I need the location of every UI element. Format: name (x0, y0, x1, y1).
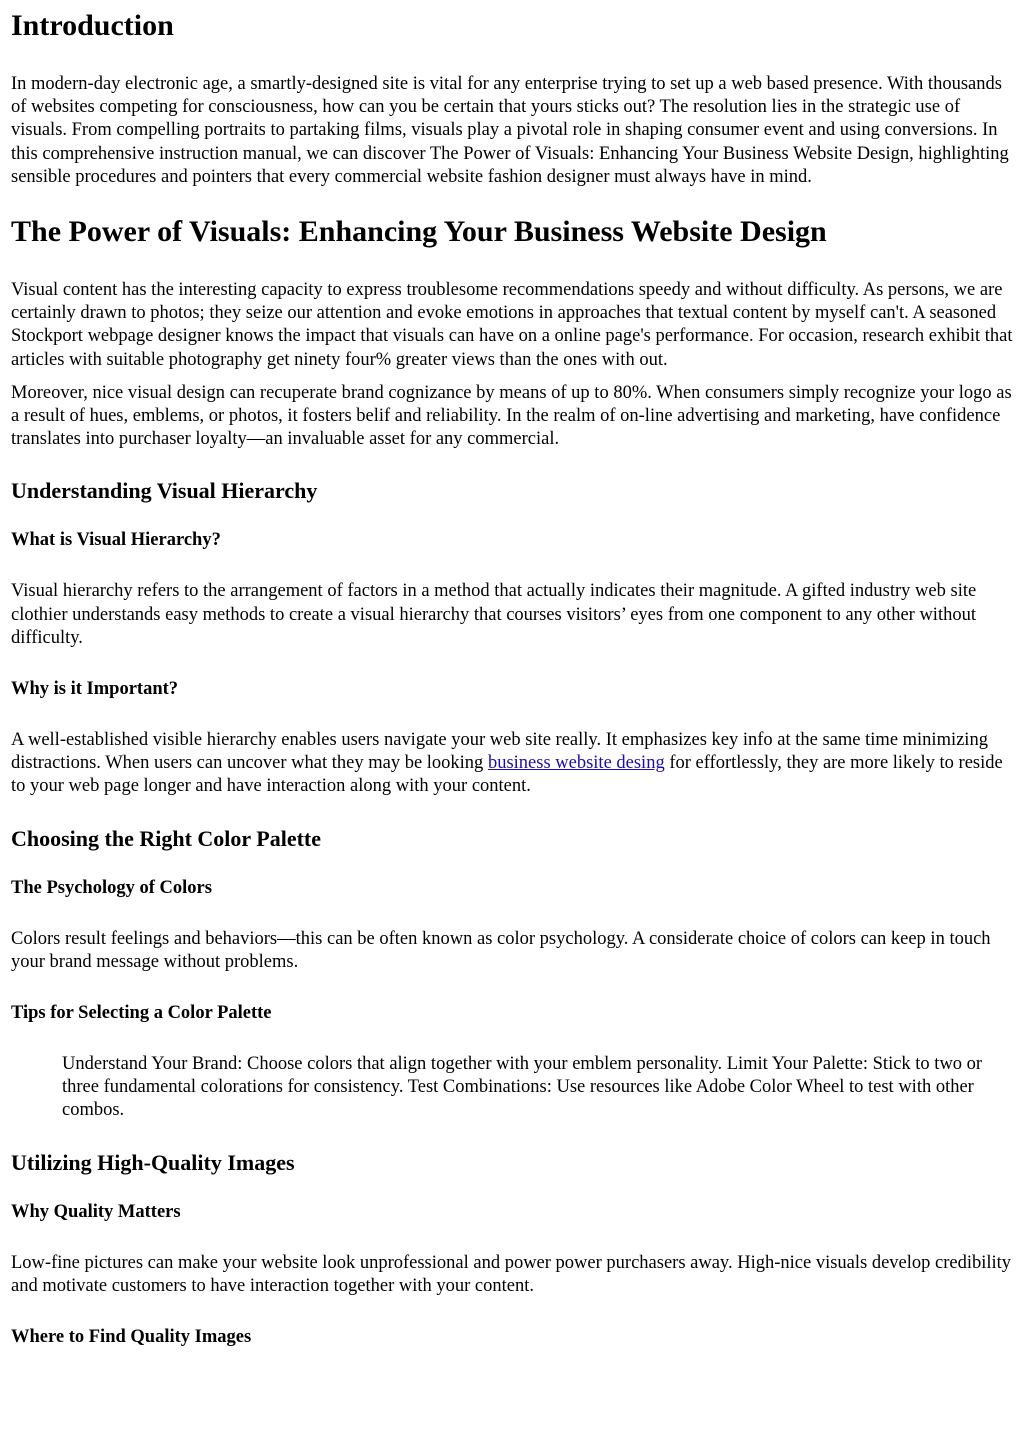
why-important-heading: Why is it Important? (11, 679, 179, 700)
images-heading: Utilizing High-Quality Images (11, 1149, 295, 1175)
power-paragraph-1: Visual content has the interesting capacity to express troublesome recommendations speedy and without difficulty. As persons, we are certainly drawn to photos; they seize our attention and evoke emotions in approaches that textual content by myself can't. A seasoned Stockport webpage designer knows the impact that visuals can have on a online page's performance. For occasion, research exhibit that articles with suitable photography get ninety four% greater views than the ones with out. (11, 280, 1013, 370)
intro-heading: Introduction (11, 9, 174, 42)
psychology-paragraph: Colors result feelings and behaviors—this can be often known as color psychology. A considerate choice of colors can keep in touch your brand message without problems. (11, 928, 991, 972)
why-important-text-before: A well-established visible hierarchy enables users navigate your web site really. It emphasizes key info at the same time minimizing distractions. When users can uncover what they may be looking (11, 730, 988, 774)
what-hierarchy-paragraph: Visual hierarchy refers to the arrangement of factors in a method that actually indicates their magnitude. A gifted industry web site clothier understands easy methods to create a visual hierarchy that courses visitors’ eyes from one component to any other without difficulty. (11, 581, 977, 648)
why-important-paragraph (11, 729, 1014, 799)
power-paragraph-2: Moreover, nice visual design can recuperate brand cognizance by means of up to 80%. When consumers simply recognize your logo as a result of hues, emblems, or photos, it fosters belif and reliability. In the realm of on-line advertising and marketing, have confidence translates into purchaser loyalty—an invaluable asset for any commercial. (11, 382, 1012, 450)
tips-blockquote: Understand Your Brand: Choose colors that align together with your emblem personality. Limit Your Palette: Stick to two or three fundamental colorations for consistency. Test Combinations: Use resources like Adobe Color Wheel to test with other combos. (62, 1054, 983, 1121)
quality-matters-heading: Why Quality Matters (11, 1201, 181, 1222)
power-heading: The Power of Visuals: Enhancing Your Business Website Design (11, 215, 827, 249)
intro-paragraph: In modern-day electronic age, a smartly-designed site is vital for any enterprise trying to set up a web based presence. With thousands of websites competing for consciousness, how can you be certain that yours sticks out? The resolution lies in the strategic use of visuals. From compelling portraits to partaking films, visuals play a pivotal role in shaping consumer event and using conversions. In this comprehensive instruction manual, we can discover The Power of Visuals: Enhancing Your Business Website Design, highlighting sensible procedures and pointers that every commercial website fashion designer must always have in mind. (11, 74, 1009, 187)
hierarchy-heading: Understanding Visual Hierarchy (11, 478, 318, 504)
where-find-heading: Where to Find Quality Images (11, 1327, 252, 1348)
why-important-text-after: for effortlessly, they are more likely to reside to your web page longer and have interaction along with your content. (11, 753, 1003, 797)
psychology-heading: The Psychology of Colors (11, 877, 212, 898)
business-website-link[interactable]: business website desing (487, 753, 665, 774)
color-heading: Choosing the Right Color Palette (11, 825, 322, 851)
quality-matters-paragraph: Low-fine pictures can make your website look unprofessional and power power purchasers away. High-nice visuals develop credibility and motivate customers to have interaction together with your content. (11, 1252, 1012, 1296)
tips-heading: Tips for Selecting a Color Palette (11, 1003, 272, 1024)
what-hierarchy-heading: What is Visual Hierarchy? (11, 530, 221, 551)
